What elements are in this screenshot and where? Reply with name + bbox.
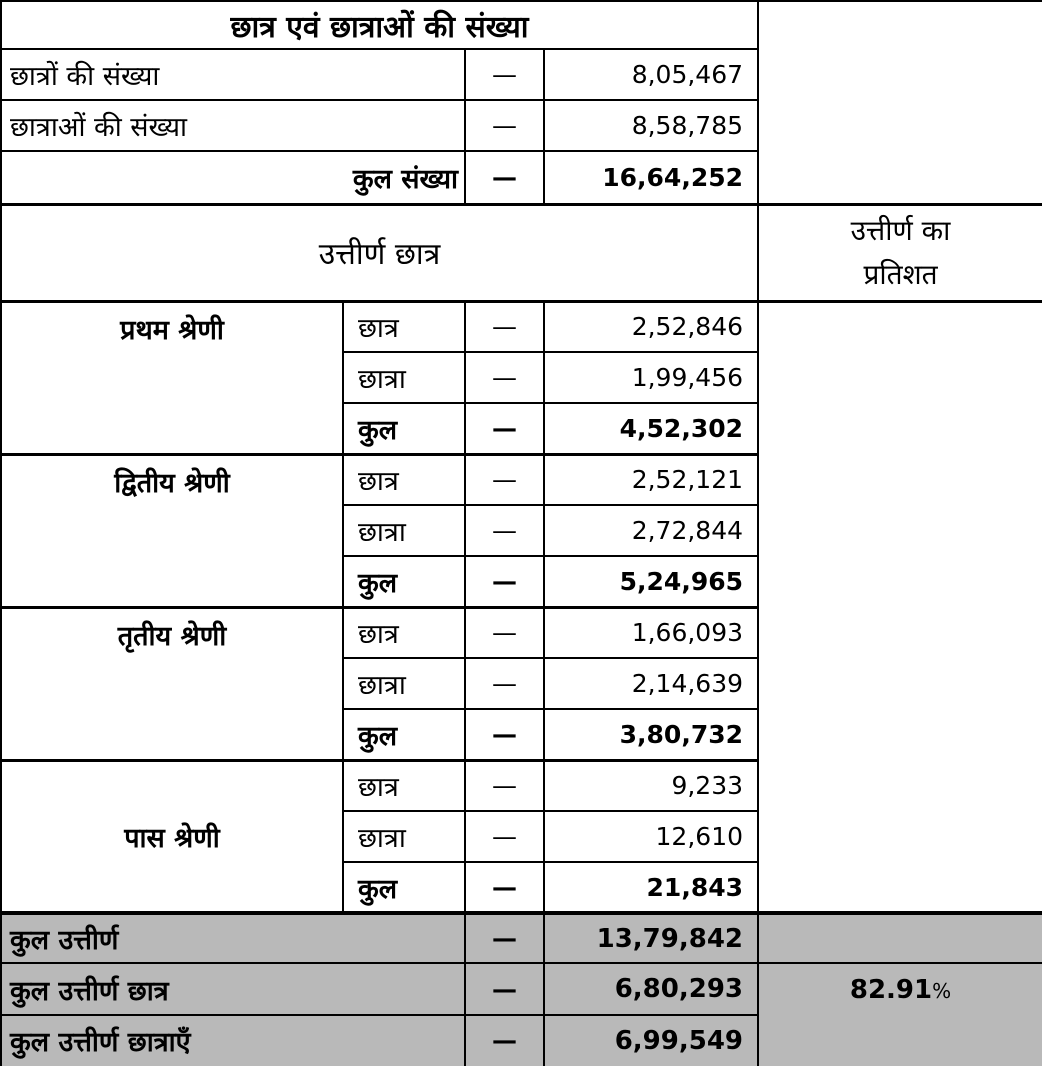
- boys-total-value: 6,80,293: [544, 963, 758, 1015]
- girls-total-label: कुल उत्तीर्ण छात्राएँ: [1, 1015, 465, 1066]
- dash-cell: —: [465, 913, 544, 963]
- value-cell: 2,52,121: [544, 454, 758, 505]
- boys-total-label: कुल उत्तीर्ण छात्र: [1, 963, 465, 1015]
- percent-header-line2: प्रतिशत: [863, 257, 938, 291]
- percent-empty-cell: [758, 913, 1042, 963]
- subrow-total-label: कुल: [343, 709, 465, 760]
- dash-cell: —: [465, 1015, 544, 1066]
- value-cell: 2,14,639: [544, 658, 758, 709]
- enrollment-section-title: छात्र एवं छात्राओं की संख्या: [1, 1, 758, 49]
- value-cell: 2,52,846: [544, 301, 758, 352]
- dash-cell: —: [465, 963, 544, 1015]
- dash-cell: —: [465, 100, 544, 151]
- division-category-cell: तृतीय श्रेणी: [1, 607, 343, 760]
- subrow-label: छात्र: [343, 607, 465, 658]
- dash-cell: —: [465, 760, 544, 811]
- value-cell: 2,72,844: [544, 505, 758, 556]
- dash-cell: —: [465, 403, 544, 454]
- value-cell: 8,05,467: [544, 49, 758, 100]
- dash-cell: —: [465, 811, 544, 862]
- percent-sign: %: [932, 978, 952, 1003]
- percent-header-line1: उत्तीर्ण का: [850, 214, 951, 248]
- value-cell: 1,99,456: [544, 352, 758, 403]
- subrow-label: छात्रा: [343, 352, 465, 403]
- enrollment-row-label: छात्राओं की संख्या: [1, 100, 465, 151]
- dash-cell: —: [465, 151, 544, 204]
- group-total-value: 3,80,732: [544, 709, 758, 760]
- value-cell: 8,58,785: [544, 100, 758, 151]
- group-total-value: 21,843: [544, 862, 758, 913]
- group-total-value: 5,24,965: [544, 556, 758, 607]
- dash-cell: —: [465, 556, 544, 607]
- subrow-total-label: कुल: [343, 556, 465, 607]
- subrow-label: छात्र: [343, 454, 465, 505]
- division-category-cell: द्वितीय श्रेणी: [1, 454, 343, 607]
- grand-total-label: कुल उत्तीर्ण: [1, 913, 465, 963]
- enrollment-total-label: कुल संख्या: [1, 151, 465, 204]
- passed-section-title: उत्तीर्ण छात्र: [1, 204, 758, 301]
- division-category-cell: पास श्रेणी: [1, 760, 343, 913]
- girls-total-value: 6,99,549: [544, 1015, 758, 1066]
- dash-cell: —: [465, 352, 544, 403]
- dash-cell: —: [465, 505, 544, 556]
- dash-cell: —: [465, 607, 544, 658]
- subrow-label: छात्र: [343, 301, 465, 352]
- dash-cell: —: [465, 709, 544, 760]
- subrow-label: छात्रा: [343, 658, 465, 709]
- division-category-cell: प्रथम श्रेणी: [1, 301, 343, 454]
- subrow-label: छात्र: [343, 760, 465, 811]
- pass-percentage-cell: [758, 963, 1042, 1015]
- subrow-total-label: कुल: [343, 403, 465, 454]
- dash-cell: —: [465, 658, 544, 709]
- dash-cell: —: [465, 454, 544, 505]
- group-total-value: 4,52,302: [544, 403, 758, 454]
- percent-column-empty-cell: [758, 301, 1042, 913]
- grand-total-value: 13,79,842: [544, 913, 758, 963]
- dash-cell: —: [465, 862, 544, 913]
- enrollment-row-label: छात्रों की संख्या: [1, 49, 465, 100]
- dash-cell: —: [465, 49, 544, 100]
- percent-column-header: [758, 204, 1042, 301]
- value-cell: 9,233: [544, 760, 758, 811]
- subrow-label: छात्रा: [343, 811, 465, 862]
- percent-empty-cell: [758, 1015, 1042, 1066]
- dash-cell: —: [465, 301, 544, 352]
- subrow-total-label: कुल: [343, 862, 465, 913]
- enrollment-total-value: 16,64,252: [544, 151, 758, 204]
- pass-percentage-value: 82.91: [849, 974, 933, 1005]
- value-cell: 12,610: [544, 811, 758, 862]
- value-cell: 1,66,093: [544, 607, 758, 658]
- enrollment-right-empty-cell: [758, 1, 1042, 204]
- subrow-label: छात्रा: [343, 505, 465, 556]
